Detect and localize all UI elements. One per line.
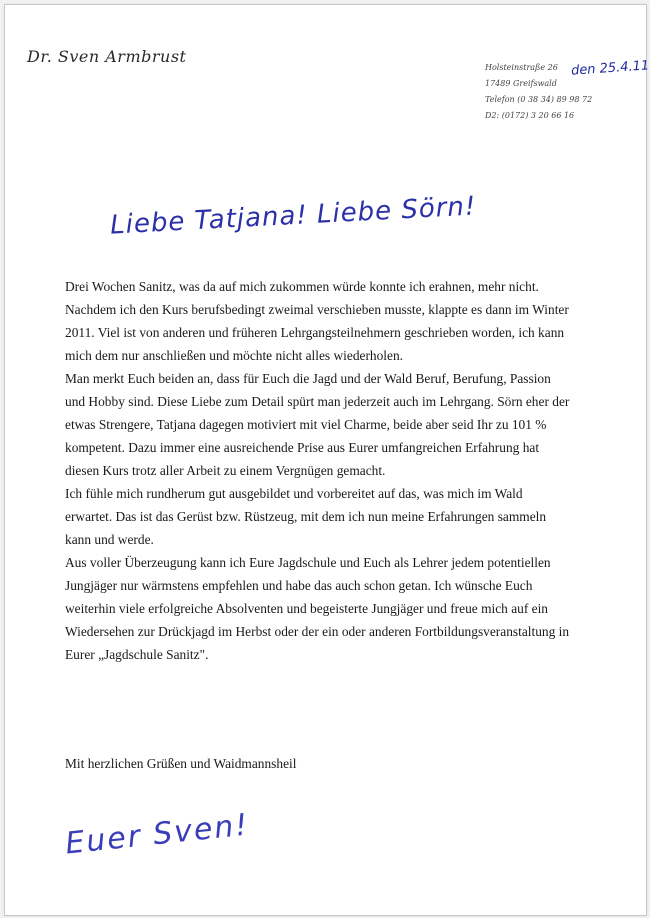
sender-name: Dr. Sven Armbrust: [27, 47, 187, 66]
body-line: diesen Kurs trotz aller Arbeit zu einem Vergnügen gemacht.: [65, 463, 386, 478]
body-line: weiterhin viele erfolgreiche Absolventen und begeisterte Jungjäger und freue mich auf ein: [65, 601, 548, 616]
body-line: kann und werde.: [65, 532, 154, 547]
body-line: Man merkt Euch beiden an, dass für Euch die Jagd und der Wald Beruf, Berufung, Passion: [65, 371, 551, 386]
body-line: etwas Strengere, Tatjana dagegen motiviert mit viel Charme, beide aber seid Ihr zu 101 %: [65, 417, 547, 432]
address-street: Holsteinstraße 26: [485, 63, 558, 72]
body-line: Aus voller Überzeugung kann ich Eure Jagdschule und Euch als Lehrer jedem potentiellen: [65, 555, 551, 570]
body-line: mich dem nur anschließen und möchte nicht alles wiederholen.: [65, 348, 404, 363]
body-line: 2011. Viel ist von anderen und früheren Lehrgangsteilnehmern geschrieben worden, ich kann: [65, 325, 565, 340]
address-mobile: D2: (0172) 3 20 66 16: [485, 111, 575, 120]
body-line: Ich fühle mich rundherum gut ausgebildet und vorbereitet auf das, was mich im Wald: [65, 486, 523, 501]
body-line: Wiedersehen zur Drückjagd im Herbst oder der ein oder anderen Fortbildungsveranstaltung in: [65, 624, 570, 639]
body-line: Drei Wochen Sanitz, was da auf mich zukommen würde konnte ich erahnen, mehr nicht.: [65, 279, 539, 294]
body-line: erwartet. Das ist das Gerüst bzw. Rüstzeug, mit dem ich nun meine Erfahrungen sammeln: [65, 509, 547, 524]
closing-line: Mit herzlichen Grüßen und Waidmannsheil: [65, 756, 297, 771]
handwritten-salutation: Liebe Tatjana! Liebe Sörn!: [109, 191, 478, 241]
handwritten-date: den 25.4.11: [570, 58, 650, 79]
handwritten-signature: Euer Sven!: [63, 807, 251, 862]
letter-body: [65, 275, 615, 666]
body-line: kompetent. Dazu immer eine ausreichende Prise aus Eurer umfangreichen Erfahrung hat: [65, 440, 540, 455]
body-line: Nachdem ich den Kurs berufsbedingt zweimal verschieben musste, klappte es dann im Winter: [65, 302, 569, 317]
address-phone: Telefon (0 38 34) 89 98 72: [485, 95, 593, 104]
address-city: 17489 Greifswald: [485, 79, 557, 88]
body-line: Jungjäger nur wärmstens empfehlen und habe das auch schon getan. Ich wünsche Euch: [65, 578, 533, 593]
body-line: Eurer „Jagdschule Sanitz".: [65, 647, 209, 662]
body-line: und Hobby sind. Diese Liebe zum Detail spürt man jederzeit auch im Lehrgang. Sörn eher der: [65, 394, 570, 409]
letter-page: [4, 4, 650, 916]
